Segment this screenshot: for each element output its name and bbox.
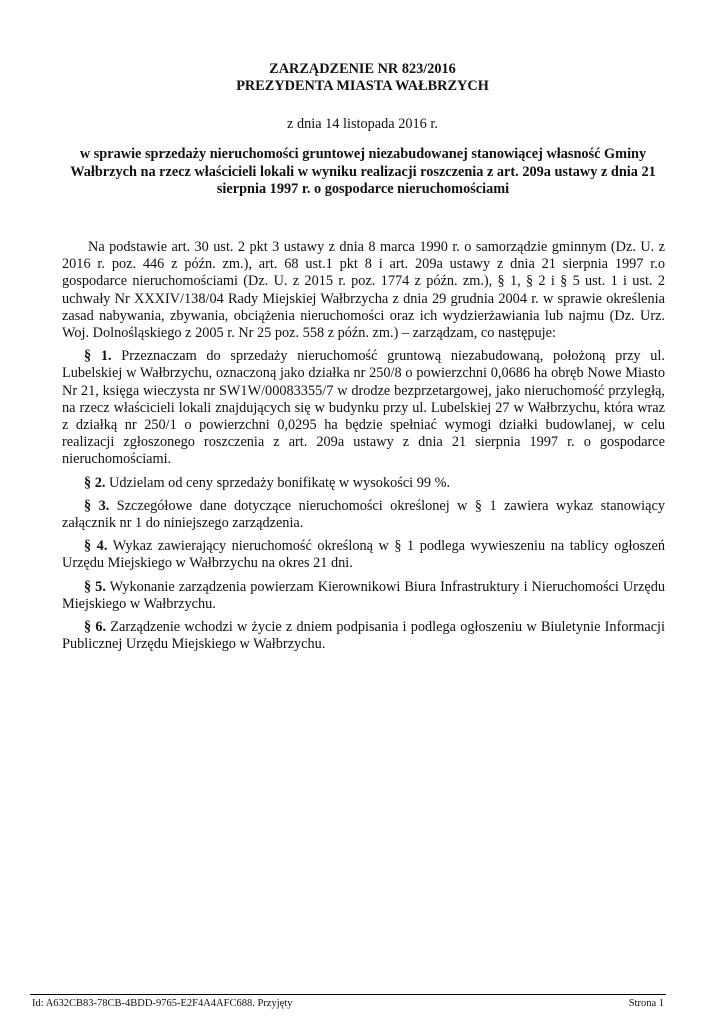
document-date: z dnia 14 listopada 2016 r. bbox=[287, 116, 438, 132]
section-3-text: Szczegółowe dane dotyczące nieruchomości określonej w § 1 zawiera wykaz stanowiący załącznik nr 1 do niniejszego zarządzenia. bbox=[62, 497, 665, 532]
section-4 bbox=[62, 538, 665, 572]
section-3-label: § 3. bbox=[84, 497, 110, 514]
section-4-label: § 4. bbox=[84, 538, 108, 555]
section-6 bbox=[62, 619, 665, 653]
section-2 bbox=[62, 475, 665, 492]
footer-document-id: Id: A632CB83-78CB-4BDD-9765-E2F4A4AFC688. Przyjęty bbox=[32, 998, 293, 1009]
document-body bbox=[62, 239, 665, 659]
section-6-text: Zarządzenie wchodzi w życie z dniem podpisania i podlega ogłoszeniu w Biuletynie Informacji Publicznej Urzędu Miejskiego w Wałbrzychu. bbox=[62, 619, 665, 653]
legal-basis-paragraph: Na podstawie art. 30 ust. 2 pkt 3 ustawy z dnia 8 marca 1990 r. o samorządzie gminnym (Dz. U. z 2016 r. poz. 446 z późn. zm.), art. 68 ust.1 pkt 8 i art. 209a ustawy z dnia 21 sierpnia 1997 r.o gospodarce nieruchomościami (Dz. U. z 2015 r. poz. 1774 z późn. zm.), § 1, § 2 i § 5 ust. 1 i ust. 2 uchwały Nr XXXIV/138/04 Rady Miejskiej Wałbrzycha z dnia 29 grudnia 2004 r. w sprawie określenia zasad nabywania, zbywania, obciążenia nieruchomości oraz ich wydzierżawiania lub najmu (Dz. Urz. Woj. Dolnośląskiego z 2005 r. Nr 25 poz. 558 z późn. zm.) – zarządzam, co następuje: bbox=[62, 239, 665, 342]
section-5-label: § 5. bbox=[84, 578, 106, 595]
section-4-text: Wykaz zawierający nieruchomość określoną w § 1 podlega wywieszeniu na tablicy ogłoszeń Urzędu Miejskiego w Wałbrzychu na okres 21 dni. bbox=[62, 538, 665, 572]
section-2-label: § 2. bbox=[84, 474, 106, 491]
section-1-text: Przeznaczam do sprzedaży nieruchomość gruntową niezabudowaną, położoną przy ul. Lubelskiej w Wałbrzychu, oznaczoną jako działka nr 250/8 o powierzchni 0,0686 ha obręb Nowe Miasto Nr 21, księga wieczysta nr SW1W/00083355/7 w drodze bezprzetargowej, jako nieruchomość przyległą, na rzecz właścicieli lokali znajdujących się w budynku przy ul. Lubelskiej 27 w Wałbrzychu, która wraz z działką nr 250/1 o powierzchni 0,0295 ha będzie spełniać wymogi działki budowlanej, w celu realizacji zgłoszonego roszczenia z art. 209a ustawy z dnia 21 sierpnia 1997 r. o gospodarce nieruchomościami. bbox=[62, 348, 665, 468]
section-2-text: Udzielam od ceny sprzedaży bonifikatę w wysokości 99 %. bbox=[105, 474, 451, 491]
section-3 bbox=[62, 498, 665, 532]
document-subject: w sprawie sprzedaży nieruchomości gruntowej niezabudowanej stanowiącej własność Gminy Wałbrzych na rzecz właścicieli lokali w wyniku realizacji roszczenia z art. 209a ustawy z dnia 21 sierpnia 1997 r. o gospodarce nieruchomościami bbox=[70, 146, 656, 197]
section-1-label: § 1. bbox=[84, 348, 112, 365]
section-5-text: Wykonanie zarządzenia powierzam Kierownikowi Biura Infrastruktury i Nieruchomości Urzędu Miejskiego w Wałbrzychu. bbox=[62, 578, 666, 612]
document-title-issuer: PREZYDENTA MIASTA WAŁBRZYCH bbox=[236, 78, 489, 94]
document-title-number: ZARZĄDZENIE NR 823/2016 bbox=[269, 61, 456, 77]
section-6-label: § 6. bbox=[84, 619, 107, 636]
section-5 bbox=[62, 579, 665, 613]
footer-divider bbox=[30, 994, 666, 995]
footer-page-number: Strona 1 bbox=[628, 998, 664, 1009]
section-1 bbox=[62, 348, 665, 468]
